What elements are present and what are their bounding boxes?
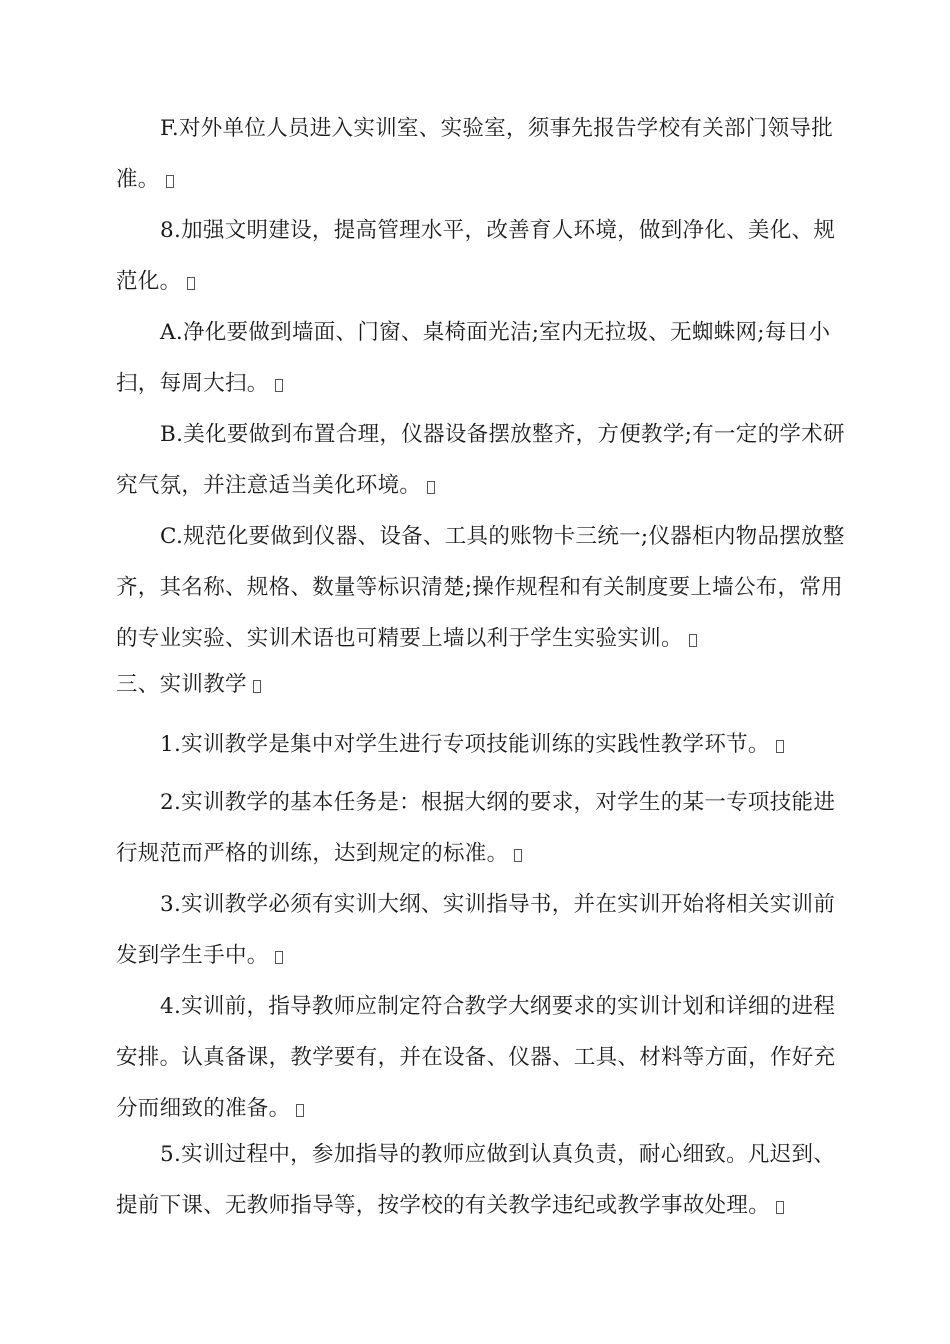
paragraph-mark-icon (253, 680, 261, 693)
paragraph-1 (116, 719, 856, 770)
paragraph-text: 1.实训教学是集中对学生进行专项技能训练的实践性教学环节。 (160, 732, 770, 757)
paragraph-mark-icon (776, 1201, 784, 1214)
paragraph-text: F.对外单位人员进入实训室、实验室，须事先报告学校有关部门领导批准。 (116, 116, 834, 192)
paragraph-mark-icon (166, 175, 174, 188)
paragraph-mark-icon (296, 1104, 304, 1117)
paragraph-text: 8.加强文明建设，提高管理水平，改善育人环境，做到净化、美化、规范化。 (116, 218, 836, 294)
paragraph-text: 4.实训前，指导教师应制定符合教学大纲要求的实训计划和详细的进程安排。认真备课，教学要有，并在设备、仪器、工具、材料等方面，作好充分而细致的准备。 (116, 994, 836, 1121)
paragraph-mark-icon (275, 951, 283, 964)
paragraph-4 (116, 981, 856, 1134)
paragraph-text: 3.实训教学必须有实训大纲、实训指导书，并在实训开始将相关实训前发到学生手中。 (116, 892, 836, 968)
paragraph-text: B.美化要做到布置合理，仪器设备摆放整齐，方便教学;有一定的学术研究气氛，并注意适当美化环境。 (116, 422, 845, 498)
paragraph-text: 5.实训过程中，参加指导的教师应做到认真负责，耐心细致。凡迟到、提前下课、无教师指导等，按学校的有关教学违纪或教学事故处理。 (116, 1142, 836, 1218)
paragraph-5 (116, 1129, 856, 1231)
paragraph-8 (116, 205, 856, 307)
paragraph-mark-icon (776, 740, 784, 753)
paragraph-mark-icon (427, 481, 435, 494)
paragraph-mark-icon (187, 277, 195, 290)
paragraph-3 (116, 879, 856, 981)
paragraph-text: 2.实训教学的基本任务是：根据大纲的要求，对学生的某一专项技能进行规范而严格的训练，达到规定的标准。 (116, 790, 836, 866)
paragraph-mark-icon (275, 379, 283, 392)
heading-text: 三、实训教学 (116, 672, 247, 697)
paragraph-2 (116, 777, 856, 879)
paragraph-b (116, 409, 856, 511)
paragraph-text: A.净化要做到墙面、门窗、桌椅面光洁;室内无拉圾、无蜘蛛网;每日小扫，每周大扫。 (116, 320, 831, 396)
section-heading (116, 659, 856, 710)
paragraph-mark-icon (689, 634, 697, 647)
paragraph-mark-icon (514, 849, 522, 862)
paragraph-c (116, 511, 856, 664)
paragraph-f (116, 103, 856, 205)
paragraph-text: C.规范化要做到仪器、设备、工具的账物卡三统一;仪器柜内物品摆放整齐，其名称、规格、数量等标识清楚;操作规程和有关制度要上墙公布，常用的专业实验、实训术语也可精要上墙以利于学生实验实训。 (116, 524, 845, 651)
paragraph-a (116, 307, 856, 409)
